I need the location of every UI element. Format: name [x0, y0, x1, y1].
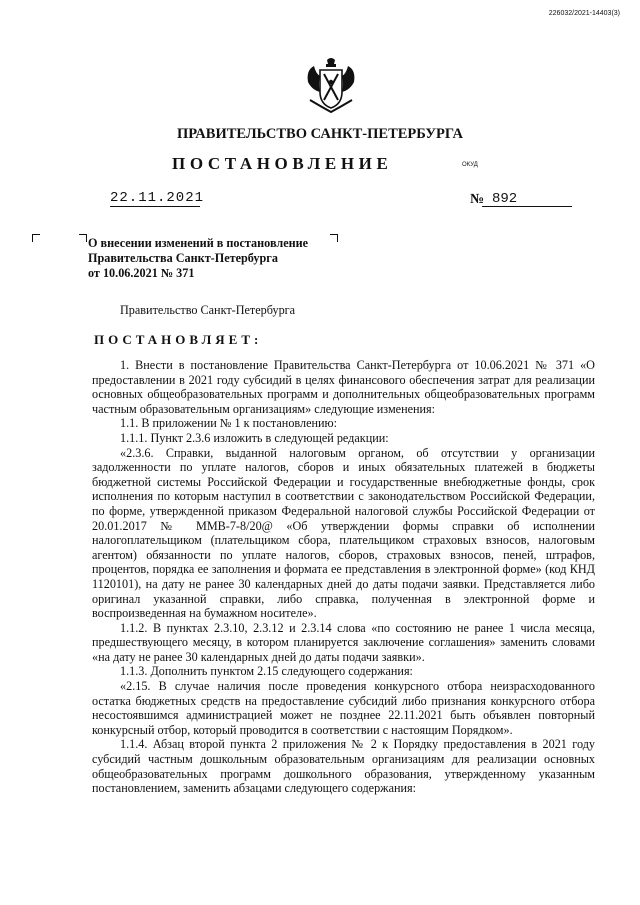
- number-underline: [482, 206, 572, 207]
- document-subject: [88, 236, 308, 281]
- subject-line-3: от 10.06.2021 № 371: [88, 266, 195, 280]
- paragraph-1: 1. Внести в постановление Правительства Санкт-Петербурга от 10.06.2021 № 371 «О предоставлении в 2021 году субсидий в целях финансового обеспечения затрат для реализации основных общеобразовательных программ и дополнительных общеобразовательных программ частным образовательным организациям» следующие изменения:: [92, 358, 595, 416]
- paragraph-1-1-1: 1.1.1. Пункт 2.3.6 изложить в следующей редакции:: [120, 430, 389, 445]
- paragraph-1-1-2: 1.1.2. В пунктах 2.3.10, 2.3.12 и 2.3.14 слова «по состоянию не ранее 1 числа месяца, предшествующего месяцу, в котором планируется заключение соглашения» заменить словами «на дату не ранее 30 календарных дней до даты подачи заявки».: [92, 620, 595, 664]
- subject-line-2: Правительства Санкт-Петербурга: [88, 251, 278, 265]
- paragraph-1-1-4: 1.1.4. Абзац второй пункта 2 приложения № 2 к Порядку предоставления в 2021 году субсидий частным дошкольным образовательным организациям для реализации основных общеобразовательных программ дошкольного образования, утвержденному указанным постановлением, заменить абзацами следующего содержания:: [92, 737, 595, 796]
- okud-label: ОКУД: [462, 162, 478, 168]
- document-type-title: ПОСТАНОВЛЕНИЕ: [172, 154, 393, 173]
- subject-bracket-left: [32, 234, 40, 242]
- issuing-authority: Правительство Санкт-Петербурга: [120, 303, 296, 317]
- paragraph-2-3-6-quote: «2.3.6. Справки, выданной налоговым органом, об отсутствии у организации задолженности по уплате налогов, сборов и иных обязательных платежей в бюджеты бюджетной системы Российской Федерации и государственные внебюджетные фонды, срок исполнения по которым наступил в соответствии с законодательством Российской Федерации, по форме, утвержденной приказом Федеральной налоговой службы Российской Федерации от 20.01.2017 № ММВ-7-8/20@ «Об утверждении формы справки об исполнении налогоплательщиком (плательщиком сбора, плательщиком страховых взносов, налоговым агентом) обязанности по уплате налогов, сборов, страховых взносов, пеней, штрафов, процентов, порядка ее заполнения и формата ее представления в электронной форме» (код КНД 1120101), на дату не ранее 30 календарных дней до даты подачи заявки. Представляется либо оригинал указанной справки, либо справка, полученная в электронной форме и воспроизведенная на бумажном носителе».: [92, 445, 595, 621]
- subject-bracket-right: [330, 234, 338, 242]
- subject-line-1: О внесении изменений в постановление: [88, 236, 309, 250]
- number-sign: №: [470, 192, 485, 207]
- subject-bracket-inner: [79, 234, 87, 242]
- coat-of-arms-emblem: [306, 56, 356, 114]
- government-title: ПРАВИТЕЛЬСТВО САНКТ-ПЕТЕРБУРГА: [177, 126, 463, 142]
- date-underline: [110, 206, 200, 207]
- document-body: [92, 358, 595, 796]
- document-date: 22.11.2021: [110, 190, 205, 206]
- document-registration-number: 226032/2021-14403(3): [548, 10, 620, 17]
- document-number: 892: [492, 191, 518, 207]
- paragraph-2-15-quote: «2.15. В случае наличия после проведения конкурсного отбора неизрасходованного остатка бюджетных средств на предоставление субсидий либо признания конкурсного отбора несостоявшимся администрацией может не позднее 22.11.2021 быть объявлен повторный конкурсный отбор, который проводится в соответствии с настоящим Порядком».: [92, 679, 595, 737]
- paragraph-1-1-3: 1.1.3. Дополнить пунктом 2.15 следующего содержания:: [120, 664, 413, 679]
- paragraph-1-1: 1.1. В приложении № 1 к постановлению:: [120, 416, 338, 431]
- resolves-heading: ПОСТАНОВЛЯЕТ:: [94, 332, 263, 347]
